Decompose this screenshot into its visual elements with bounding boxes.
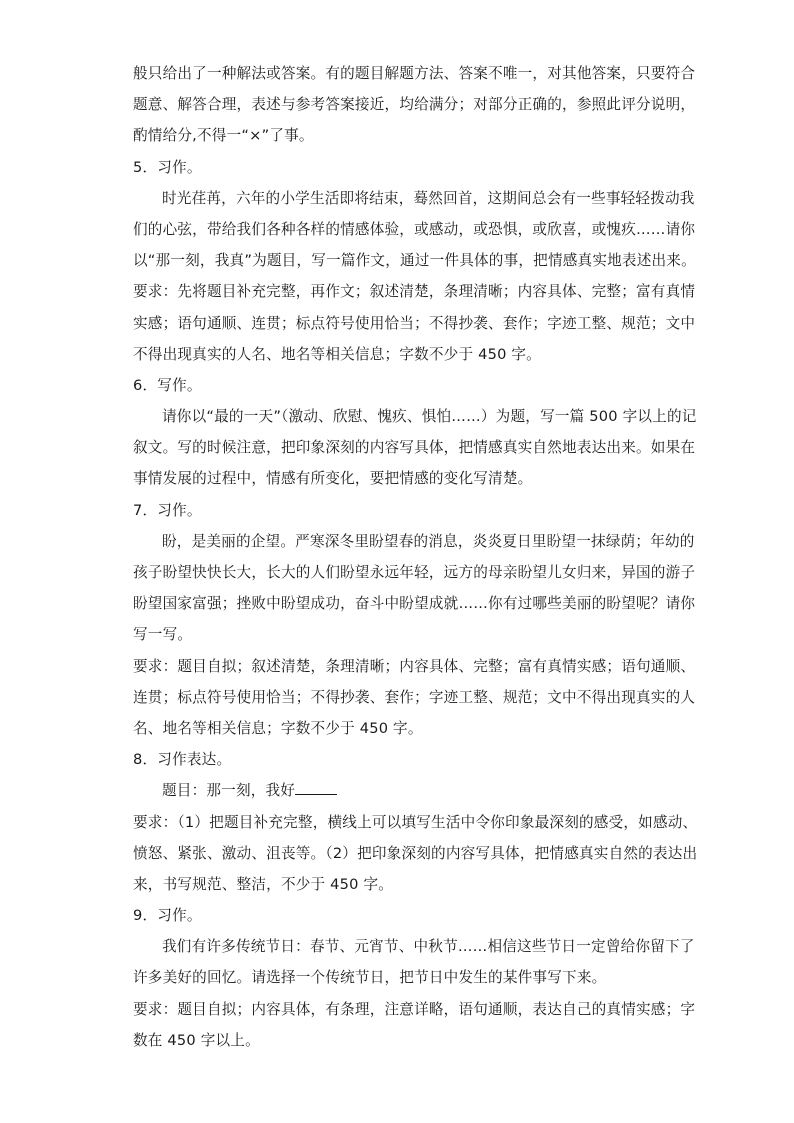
title-prompt-line xyxy=(133,775,666,806)
text-line: 数在 450 字以上。 xyxy=(133,1031,260,1049)
text-line: 写一写。 xyxy=(133,626,193,644)
text-line: 酌情给分,不得一“×”了事。 xyxy=(133,127,314,145)
text-line: 题意、解答合理，表述与参考答案接近，均给满分；对部分正确的，参照此评分说明， xyxy=(133,96,696,114)
prompt-paragraph: 我们有许多传统节日：春节、元宵节、中秋节……相信这些节日一定曾给你留下了 xyxy=(162,938,695,956)
text-line: 盼望国家富强；挫败中盼望成功，奋斗中盼望成就……你有过哪些美丽的盼望呢？请你 xyxy=(133,595,696,613)
question-heading-9: 9．习作。 xyxy=(133,907,202,925)
fill-in-blank xyxy=(295,776,337,795)
title-prompt-text: 题目：那一刻，我好 xyxy=(162,782,296,800)
prompt-paragraph: 请你以“最的一天”（激动、欣慰、愧疚、惧怕……）为题，写一篇 500 字以上的记 xyxy=(162,408,697,426)
text-line: 愤怒、紧张、激动、沮丧等。（2）把印象深刻的内容写具体，把情感真实自然的表达出 xyxy=(133,844,698,862)
text-line: 孩子盼望快快长大，长大的人们盼望永远年轻，远方的母亲盼望儿女归来，异国的游子 xyxy=(133,564,696,581)
question-heading-7: 7．习作。 xyxy=(133,501,202,519)
question-heading-5: 5．习作。 xyxy=(133,158,202,176)
text-line: 名、地名等相关信息；字数不少于 450 字。 xyxy=(133,719,423,737)
prompt-paragraph: 时光荏苒，六年的小学生活即将结束，蓦然回首，这期间总会有一些事轻轻拨动我 xyxy=(162,189,695,207)
requirement-line: 要求：题目自拟；叙述清楚，条理清晰；内容具体、完整；富有真情实感；语句通顺、 xyxy=(133,657,696,675)
text-line: 般只给出了一种解法或答案。有的题目解题方法、答案不唯一，对其他答案，只要符合 xyxy=(133,65,696,82)
text-line: 许多美好的回忆。请选择一个传统节日，把节日中发生的某件事写下来。 xyxy=(133,969,607,987)
text-line: 连贯；标点符号使用恰当；不得抄袭、套作；字迹工整、规范；文中不得出现真实的人 xyxy=(133,688,696,706)
requirement-line: 要求：题目自拟；内容具体，有条理，注意详略，语句通顺，表达自己的真情实感；字 xyxy=(133,1000,696,1018)
text-line: 叙文。写的时候注意，把印象深刻的内容写具体，把情感真实自然地表达出来。如果在 xyxy=(133,439,696,457)
text-line: 事情发展的过程中，情感有所变化，要把情感的变化写清楚。 xyxy=(133,470,533,488)
text-line: 实感；语句通顺、连贯；标点符号使用恰当；不得抄袭、套作；字迹工整、规范；文中 xyxy=(133,314,696,332)
requirement-line: 要求：先将题目补充完整，再作文；叙述清楚，条理清晰；内容具体、完整；富有真情 xyxy=(133,283,696,301)
text-line: 以“那一刻，我真”为题目，写一篇作文，通过一件具体的事，把情感真实地表述出来。 xyxy=(133,252,696,270)
prompt-paragraph: 盼，是美丽的企望。严寒深冬里盼望春的消息，炎炎夏日里盼望一抹绿荫；年幼的 xyxy=(162,532,695,550)
text-line: 来，书写规范、整洁，不少于 450 字。 xyxy=(133,875,394,893)
text-line: 们的心弦，带给我们各种各样的情感体验，或感动，或恐惧，或欣喜，或愧疚……请你 xyxy=(133,220,696,238)
question-heading-8: 8．习作表达。 xyxy=(133,751,232,769)
requirement-line: 要求：（1）把题目补充完整，横线上可以填写生活中令你印象最深刻的感受，如感动、 xyxy=(133,813,698,831)
text-line: 不得出现真实的人名、地名等相关信息；字数不少于 450 字。 xyxy=(133,345,541,363)
question-heading-6: 6．写作。 xyxy=(133,376,202,394)
